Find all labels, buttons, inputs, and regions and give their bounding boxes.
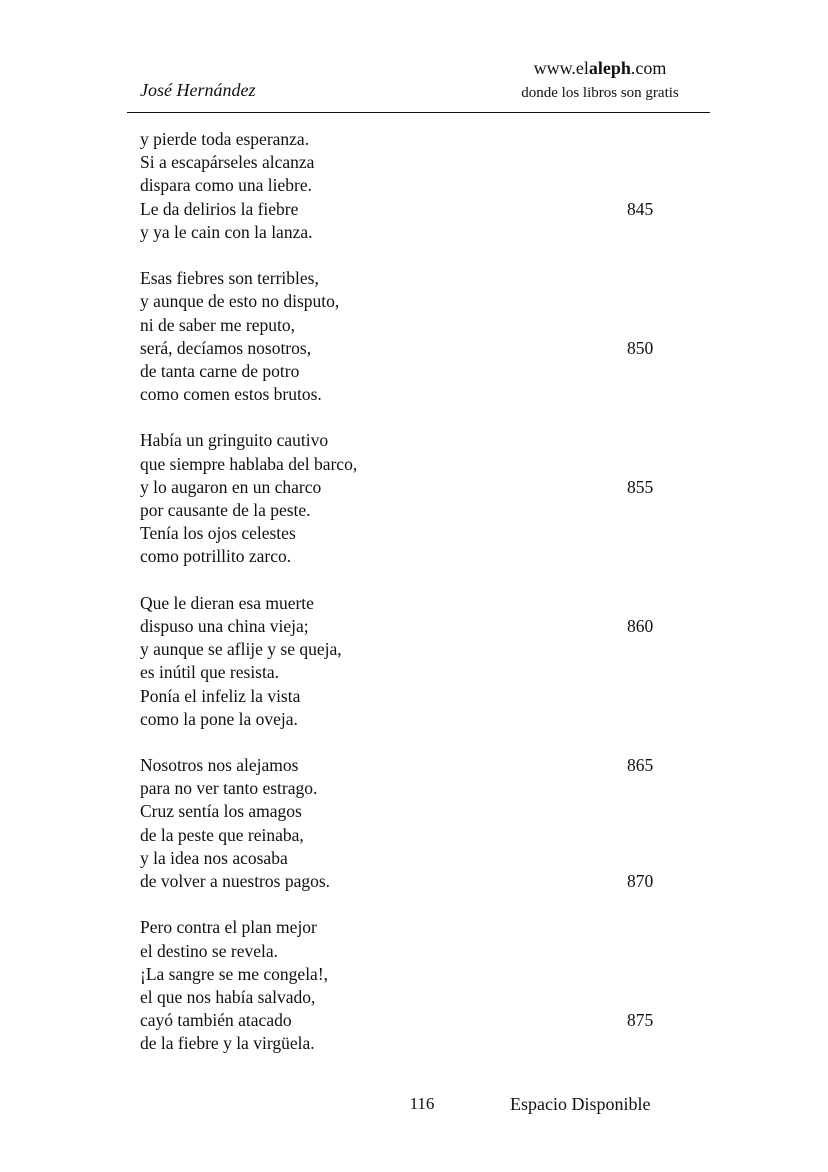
verse-text: Tenía los ojos celestes <box>140 523 296 544</box>
verse-text: y lo augaron en un charco <box>140 476 322 497</box>
verse-text: y pierde toda esperanza. <box>140 129 310 149</box>
verse-line-number: 845 <box>627 198 654 219</box>
site-url-brand: aleph <box>588 58 631 78</box>
poem-body <box>140 128 700 1079</box>
verse-text: Esas fiebres son terribles, <box>140 268 319 289</box>
verse-line-number: 860 <box>627 615 654 636</box>
verse-text: de la peste que reinaba, <box>140 824 304 845</box>
verse-line-number: 875 <box>627 1010 654 1031</box>
stanza <box>140 754 700 893</box>
verse-line <box>140 290 700 313</box>
verse-line <box>140 708 700 731</box>
verse-line <box>140 499 700 522</box>
verse-text: para no ver tanto estrago. <box>140 778 318 799</box>
verse-line <box>140 360 700 383</box>
verse-line-number: 855 <box>627 476 654 497</box>
verse-line <box>140 940 700 963</box>
verse-line <box>140 615 700 638</box>
verse-text: dispara como una liebre. <box>140 175 313 196</box>
site-url-prefix: www.el <box>533 58 589 78</box>
verse-line <box>140 847 700 870</box>
verse-text: y aunque de esto no disputo, <box>140 291 340 312</box>
verse-text: y aunque se aflije y se queja, <box>140 639 342 660</box>
verse-text: por causante de la peste. <box>140 500 311 520</box>
verse-line <box>140 383 700 406</box>
verse-line <box>140 267 700 290</box>
verse-text: ni de saber me reputo, <box>140 314 296 335</box>
verse-line <box>140 476 700 499</box>
header-divider <box>127 112 710 113</box>
verse-line <box>140 986 700 1009</box>
verse-text: dispuso una china vieja; <box>140 615 309 636</box>
verse-text: Pero contra el plan mejor <box>140 917 317 938</box>
site-url[interactable] <box>490 58 710 79</box>
stanza <box>140 128 700 244</box>
verse-line <box>140 337 700 360</box>
verse-line <box>140 429 700 452</box>
site-tagline: donde los libros son gratis <box>521 85 679 101</box>
verse-line-number: 850 <box>627 337 654 358</box>
verse-line <box>140 151 700 174</box>
verse-text: de la fiebre y la virgüela. <box>140 1033 315 1054</box>
author-name: José Hernández <box>140 80 256 100</box>
verse-text: ¡La sangre se me congela!, <box>140 963 329 984</box>
stanza <box>140 916 700 1055</box>
verse-line <box>140 777 700 800</box>
verse-text: como la pone la oveja. <box>140 708 298 729</box>
verse-line <box>140 592 700 615</box>
verse-text: de tanta carne de potro <box>140 360 300 381</box>
verse-text: Había un gringuito cautivo <box>140 430 329 451</box>
verse-text: el destino se revela. <box>140 940 279 961</box>
verse-line <box>140 661 700 684</box>
verse-text: cayó también atacado <box>140 1010 292 1031</box>
verse-text: que siempre hablaba del barco, <box>140 453 358 474</box>
verse-line <box>140 453 700 476</box>
stanza <box>140 429 700 568</box>
verse-line <box>140 638 700 661</box>
verse-text: y la idea nos acosaba <box>140 847 288 868</box>
verse-line <box>140 916 700 939</box>
verse-text: y ya le cain con la lanza. <box>140 221 313 242</box>
verse-text: como comen estos brutos. <box>140 384 322 405</box>
page-number: 116 <box>409 1094 435 1113</box>
verse-line <box>140 128 700 151</box>
site-url-suffix: .com <box>630 58 667 78</box>
stanza <box>140 592 700 731</box>
verse-text: Si a escapárseles alcanza <box>140 152 315 173</box>
verse-line <box>140 545 700 568</box>
verse-text: Le da delirios la fiebre <box>140 198 299 219</box>
verse-text: de volver a nuestros pagos. <box>140 871 331 891</box>
verse-line-number: 870 <box>627 871 654 891</box>
verse-line <box>140 198 700 221</box>
verse-line <box>140 1009 700 1032</box>
footer-label: Espacio Disponible <box>510 1094 651 1114</box>
verse-text: será, decíamos nosotros, <box>140 337 312 358</box>
verse-text: es inútil que resista. <box>140 662 280 683</box>
verse-text: Que le dieran esa muerte <box>140 592 314 613</box>
verse-line <box>140 685 700 708</box>
verse-line <box>140 221 700 244</box>
verse-line <box>140 754 700 777</box>
verse-line <box>140 870 700 893</box>
verse-line <box>140 314 700 337</box>
verse-line <box>140 522 700 545</box>
verse-line <box>140 1032 700 1055</box>
verse-text: el que nos había salvado, <box>140 986 316 1007</box>
verse-text: Nosotros nos alejamos <box>140 755 299 776</box>
verse-text: Cruz sentía los amagos <box>140 801 302 822</box>
verse-text: como potrillito zarco. <box>140 546 292 567</box>
verse-line <box>140 174 700 197</box>
stanza <box>140 267 700 406</box>
verse-line <box>140 824 700 847</box>
verse-line <box>140 800 700 823</box>
verse-text: Ponía el infeliz la vista <box>140 685 301 706</box>
verse-line <box>140 963 700 986</box>
verse-line-number: 865 <box>627 755 654 776</box>
